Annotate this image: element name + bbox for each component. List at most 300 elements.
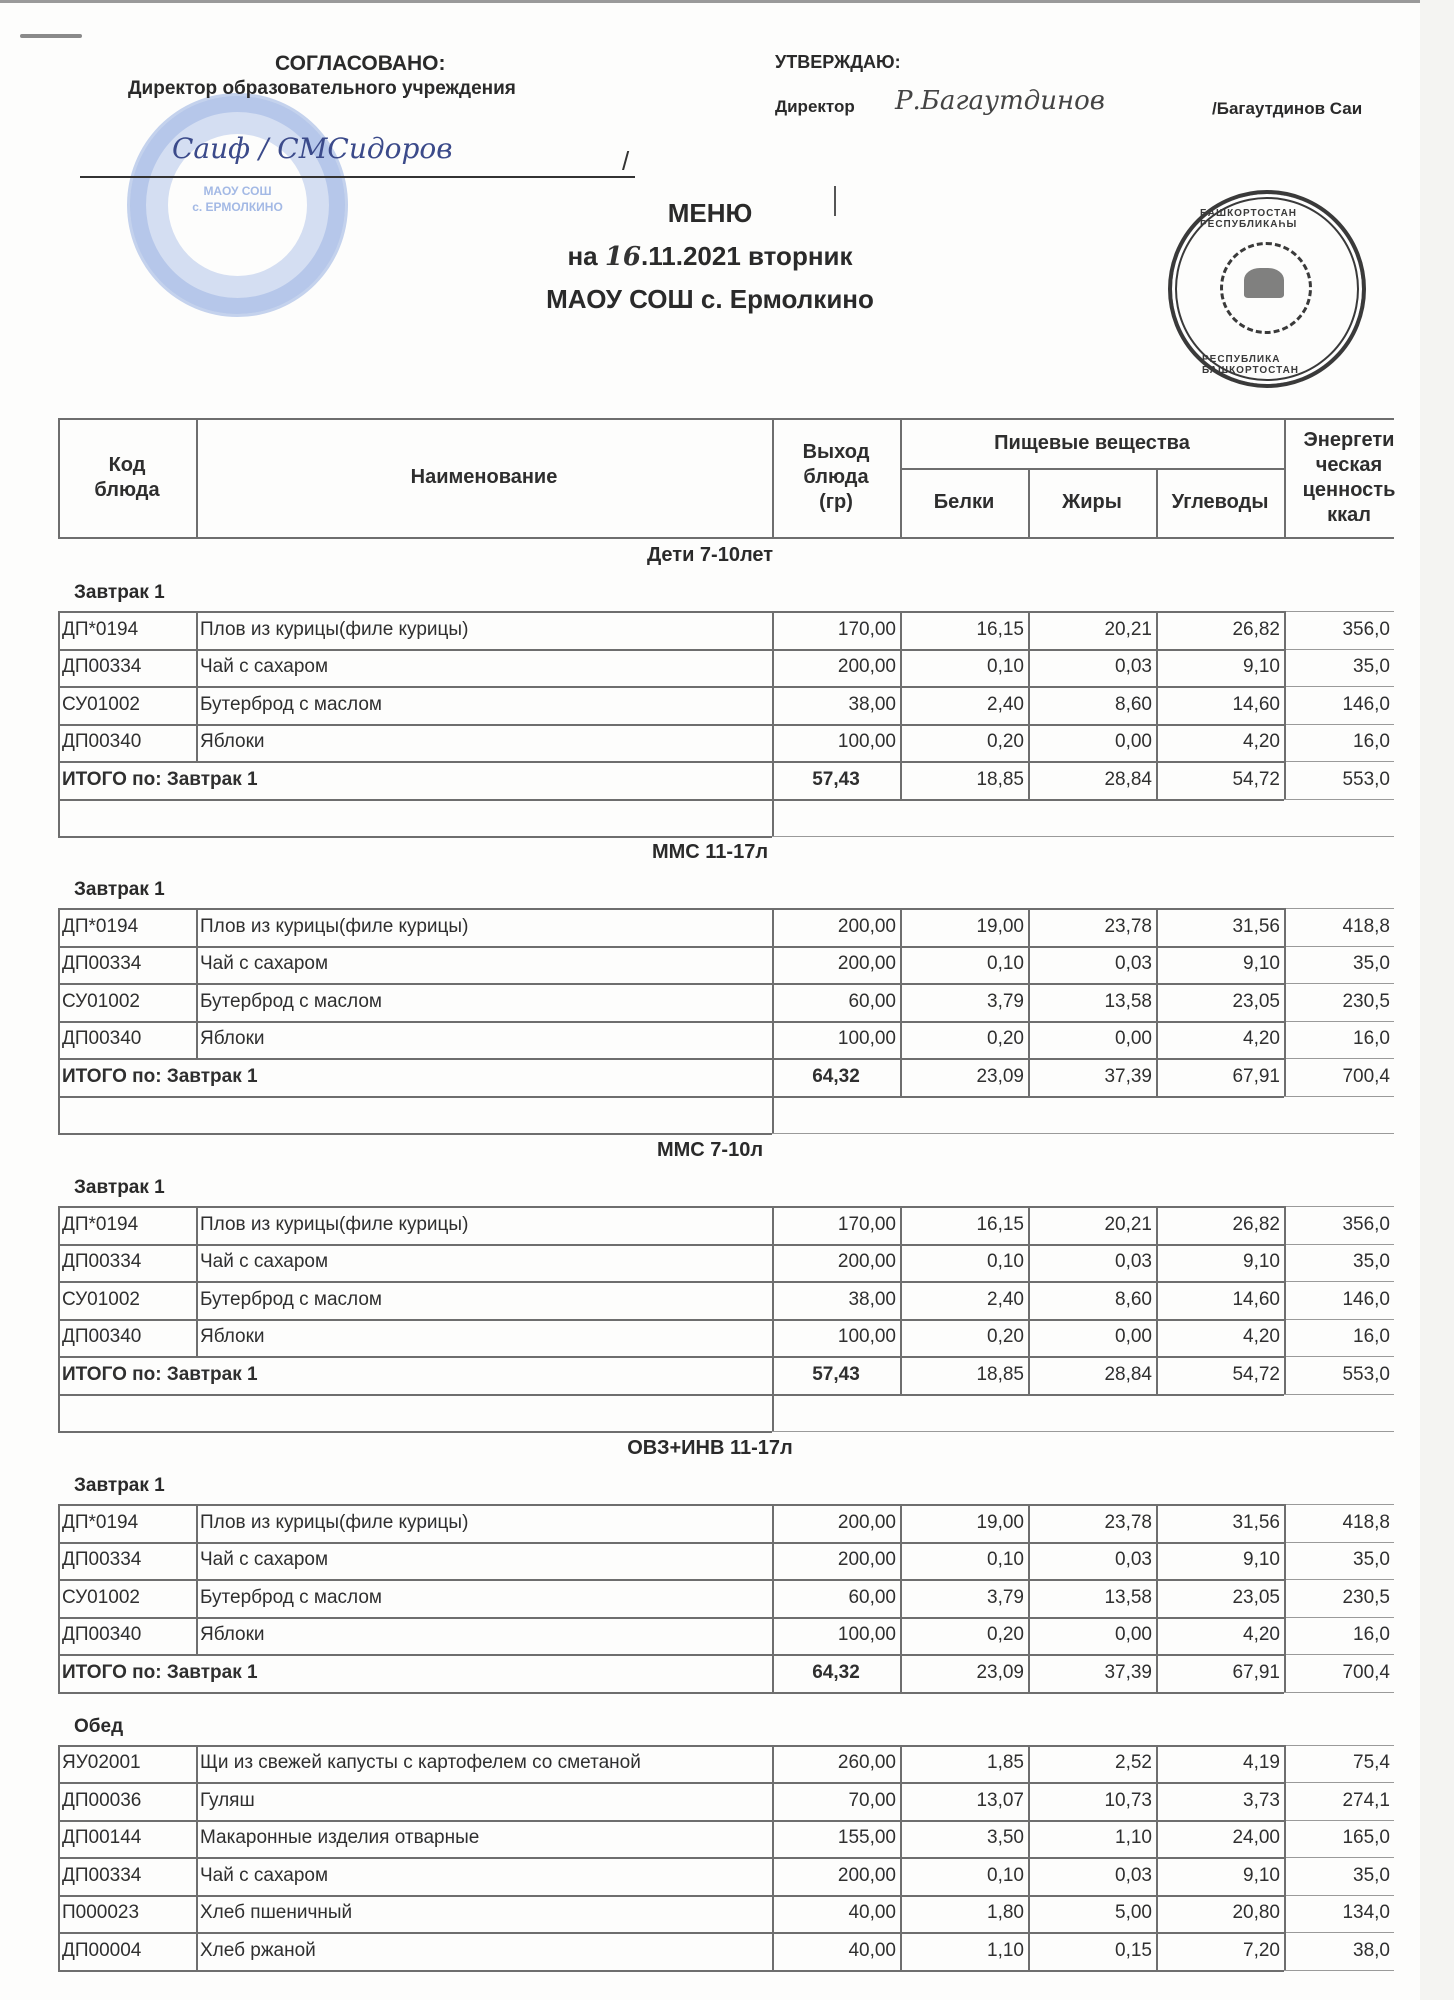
table-border bbox=[772, 836, 1394, 837]
table-border bbox=[1284, 1745, 1394, 1746]
total-proteins: 18,85 bbox=[976, 1363, 1024, 1385]
total-yield: 64,32 bbox=[812, 1065, 860, 1087]
table-border bbox=[1284, 908, 1286, 1096]
table-border bbox=[58, 1021, 1284, 1023]
dish-yield: 200,00 bbox=[837, 656, 896, 678]
dish-fats: 1,10 bbox=[1115, 1827, 1152, 1849]
table-border bbox=[58, 724, 1284, 726]
dish-yield: 100,00 bbox=[837, 1624, 896, 1646]
dish-code: ДП00340 bbox=[62, 731, 142, 753]
header-yield-line: (гр) bbox=[819, 491, 853, 513]
dish-code: ДП00036 bbox=[62, 1789, 142, 1811]
dish-fats: 23,78 bbox=[1104, 915, 1152, 937]
header-fats bbox=[1028, 468, 1156, 537]
dish-proteins: 0,20 bbox=[987, 1028, 1024, 1050]
dish-yield: 200,00 bbox=[837, 915, 896, 937]
dish-carbs: 4,19 bbox=[1243, 1752, 1280, 1774]
dish-code: СУ01002 bbox=[62, 693, 140, 715]
dish-yield: 200,00 bbox=[837, 1549, 896, 1571]
date-suffix: .11.2021 вторник bbox=[641, 241, 853, 271]
dish-yield: 70,00 bbox=[848, 1789, 896, 1811]
dish-code: ДП00334 bbox=[62, 656, 142, 678]
dish-yield: 200,00 bbox=[837, 1511, 896, 1533]
table-border bbox=[1284, 1654, 1394, 1655]
dish-carbs: 26,82 bbox=[1232, 1213, 1280, 1235]
total-energy: 553,0 bbox=[1342, 1363, 1390, 1385]
total-energy: 700,4 bbox=[1342, 1661, 1390, 1683]
dish-carbs: 23,05 bbox=[1232, 990, 1280, 1012]
dish-fats: 2,52 bbox=[1115, 1752, 1152, 1774]
table-border bbox=[772, 1133, 1394, 1134]
dish-fats: 8,60 bbox=[1115, 1288, 1152, 1310]
dish-energy: 16,0 bbox=[1353, 731, 1390, 753]
table-border bbox=[58, 1394, 1284, 1396]
table-border bbox=[58, 1394, 60, 1432]
dish-carbs: 9,10 bbox=[1243, 1251, 1280, 1273]
dish-code: СУ01002 bbox=[62, 1586, 140, 1608]
total-fats: 37,39 bbox=[1104, 1661, 1152, 1683]
table-border bbox=[58, 418, 60, 537]
date-prefix: на bbox=[567, 241, 605, 271]
table-border bbox=[58, 1096, 1284, 1098]
dish-code: ДП00340 bbox=[62, 1624, 142, 1646]
table-border bbox=[1028, 908, 1030, 1096]
dish-code: ДП*0194 bbox=[62, 915, 139, 937]
header-name bbox=[196, 418, 772, 537]
total-carbs: 67,91 bbox=[1232, 1661, 1280, 1683]
table-border bbox=[772, 1745, 774, 1970]
dish-energy: 418,8 bbox=[1342, 915, 1390, 937]
dish-carbs: 9,10 bbox=[1243, 656, 1280, 678]
dish-proteins: 1,80 bbox=[987, 1902, 1024, 1924]
group-title: ОВЗ+ИНВ 11-17л bbox=[627, 1437, 793, 1459]
header-carbs-line: Углеводы bbox=[1171, 491, 1269, 513]
table-border bbox=[772, 1394, 774, 1432]
table-border bbox=[900, 1504, 902, 1692]
table-border bbox=[772, 1096, 774, 1134]
dish-fats: 5,00 bbox=[1115, 1902, 1152, 1924]
dish-name: Гуляш bbox=[200, 1789, 255, 1811]
dish-energy: 35,0 bbox=[1353, 1549, 1390, 1571]
header-code-line: блюда bbox=[94, 478, 160, 501]
table-border bbox=[58, 1579, 1284, 1581]
stamp-text: МАОУ СОШ bbox=[203, 184, 272, 198]
director-signature: Р.Багаутдинов bbox=[895, 86, 1105, 116]
meal-title: Завтрак 1 bbox=[74, 1177, 165, 1198]
dish-code: ДП00334 bbox=[62, 1251, 142, 1273]
table-border bbox=[58, 1895, 1284, 1897]
dish-name: Бутерброд с маслом bbox=[200, 693, 382, 715]
dish-name: Яблоки bbox=[200, 731, 265, 753]
table-border bbox=[772, 799, 774, 837]
table-border bbox=[58, 1932, 1284, 1934]
table-border bbox=[1284, 1021, 1394, 1022]
dish-energy: 35,0 bbox=[1353, 1864, 1390, 1886]
table-border bbox=[58, 799, 60, 837]
table-border bbox=[1284, 1692, 1394, 1693]
table-border bbox=[772, 1206, 774, 1394]
dish-fats: 20,21 bbox=[1104, 618, 1152, 640]
dish-fats: 20,21 bbox=[1104, 1213, 1152, 1235]
dish-energy: 134,0 bbox=[1342, 1902, 1390, 1924]
confirm-role: Директор bbox=[775, 97, 855, 116]
dish-yield: 155,00 bbox=[837, 1827, 896, 1849]
table-border bbox=[1028, 1206, 1030, 1394]
table-border bbox=[1284, 1319, 1394, 1320]
header-energy bbox=[1284, 418, 1414, 537]
dish-yield: 60,00 bbox=[848, 1586, 896, 1608]
dish-name: Бутерброд с маслом bbox=[200, 1288, 382, 1310]
total-yield: 57,43 bbox=[812, 1363, 860, 1385]
table-border bbox=[1284, 1206, 1286, 1394]
table-border bbox=[1028, 1745, 1030, 1970]
table-border bbox=[1284, 1857, 1394, 1858]
dish-carbs: 20,80 bbox=[1232, 1902, 1280, 1924]
table-border bbox=[1284, 1281, 1394, 1282]
header-energy-line: ценность bbox=[1302, 478, 1396, 501]
dish-name: Плов из курицы(филе курицы) bbox=[200, 618, 469, 640]
dish-fats: 0,15 bbox=[1115, 1939, 1152, 1961]
dish-yield: 200,00 bbox=[837, 1251, 896, 1273]
table-border bbox=[1028, 611, 1030, 799]
dish-energy: 16,0 bbox=[1353, 1624, 1390, 1646]
dish-fats: 13,58 bbox=[1104, 990, 1152, 1012]
table-border bbox=[772, 611, 774, 799]
dish-carbs: 7,20 bbox=[1243, 1939, 1280, 1961]
header-energy-line: Энергети bbox=[1303, 428, 1395, 451]
total-label: ИТОГО по: Завтрак 1 bbox=[62, 768, 258, 790]
table-border bbox=[1284, 649, 1394, 650]
dish-yield: 100,00 bbox=[837, 731, 896, 753]
table-border bbox=[58, 1356, 1284, 1358]
dish-energy: 16,0 bbox=[1353, 1326, 1390, 1348]
dish-fats: 0,03 bbox=[1115, 1864, 1152, 1886]
table-border bbox=[58, 1745, 60, 1970]
menu-title: МЕНЮ bbox=[667, 198, 753, 228]
table-border bbox=[58, 908, 1284, 910]
dish-carbs: 3,73 bbox=[1243, 1789, 1280, 1811]
table-border bbox=[1284, 1895, 1394, 1896]
table-border bbox=[1156, 1504, 1158, 1692]
table-border bbox=[1284, 761, 1394, 762]
dish-energy: 35,0 bbox=[1353, 1251, 1390, 1273]
dish-energy: 230,5 bbox=[1342, 990, 1390, 1012]
dish-carbs: 26,82 bbox=[1232, 618, 1280, 640]
dish-code: СУ01002 bbox=[62, 1288, 140, 1310]
dish-proteins: 0,10 bbox=[987, 656, 1024, 678]
dish-name: Плов из курицы(филе курицы) bbox=[200, 915, 469, 937]
dish-yield: 38,00 bbox=[848, 1288, 896, 1310]
scan-top-edge bbox=[0, 0, 1420, 3]
table-border bbox=[772, 908, 774, 1096]
dish-yield: 100,00 bbox=[837, 1326, 896, 1348]
dish-proteins: 16,15 bbox=[976, 1213, 1024, 1235]
table-border bbox=[58, 1857, 1284, 1859]
dish-code: ДП*0194 bbox=[62, 1511, 139, 1533]
dish-name: Чай с сахаром bbox=[200, 953, 329, 975]
table-border bbox=[58, 1058, 1284, 1060]
total-label: ИТОГО по: Завтрак 1 bbox=[62, 1363, 258, 1385]
table-border bbox=[772, 1504, 774, 1692]
table-border bbox=[1284, 611, 1286, 799]
table-border bbox=[1284, 686, 1394, 687]
meal-title: Завтрак 1 bbox=[74, 1475, 165, 1496]
dish-name: Бутерброд с маслом bbox=[200, 990, 382, 1012]
dish-carbs: 9,10 bbox=[1243, 1549, 1280, 1571]
dish-proteins: 0,20 bbox=[987, 1624, 1024, 1646]
dish-code: П000023 bbox=[62, 1902, 140, 1924]
table-border bbox=[58, 908, 60, 1096]
table-border bbox=[1284, 1970, 1394, 1971]
table-border bbox=[1028, 1504, 1030, 1692]
signature-line bbox=[80, 176, 635, 178]
table-border bbox=[58, 1970, 1284, 1972]
dish-fats: 0,00 bbox=[1115, 731, 1152, 753]
total-fats: 37,39 bbox=[1104, 1065, 1152, 1087]
dish-carbs: 4,20 bbox=[1243, 731, 1280, 753]
table-border bbox=[1156, 611, 1158, 799]
dish-code: ЯУ02001 bbox=[62, 1752, 141, 1774]
table-border bbox=[1284, 799, 1394, 800]
dish-proteins: 0,10 bbox=[987, 1251, 1024, 1273]
confirm-title: УТВЕРЖДАЮ: bbox=[775, 52, 901, 72]
dish-name: Бутерброд с маслом bbox=[200, 1586, 382, 1608]
table-border bbox=[1284, 1394, 1394, 1395]
dish-carbs: 23,05 bbox=[1232, 1586, 1280, 1608]
dish-carbs: 24,00 bbox=[1232, 1827, 1280, 1849]
approved-title: СОГЛАСОВАНО: bbox=[275, 52, 446, 75]
dish-proteins: 1,10 bbox=[987, 1939, 1024, 1961]
table-border bbox=[900, 1745, 902, 1970]
dish-carbs: 31,56 bbox=[1232, 1511, 1280, 1533]
table-border bbox=[196, 908, 198, 1058]
table-border bbox=[1156, 1206, 1158, 1394]
empty-row bbox=[58, 1394, 1394, 1432]
stamp-text: с. ЕРМОЛКИНО bbox=[192, 200, 283, 214]
dish-yield: 60,00 bbox=[848, 990, 896, 1012]
dish-carbs: 14,60 bbox=[1232, 693, 1280, 715]
table-border bbox=[58, 1244, 1284, 1246]
total-carbs: 54,72 bbox=[1232, 768, 1280, 790]
header-nutrients-line: Пищевые вещества bbox=[994, 431, 1190, 454]
dish-code: ДП00340 bbox=[62, 1028, 142, 1050]
dish-name: Яблоки bbox=[200, 1326, 265, 1348]
table-border bbox=[58, 1692, 1284, 1694]
table-border bbox=[58, 1654, 1284, 1656]
dish-carbs: 31,56 bbox=[1232, 915, 1280, 937]
table-border bbox=[58, 1782, 1284, 1784]
dish-name: Хлеб ржаной bbox=[200, 1939, 316, 1961]
dish-code: ДП00004 bbox=[62, 1939, 142, 1961]
table-border bbox=[1284, 611, 1394, 612]
dish-code: ДП00334 bbox=[62, 953, 142, 975]
dish-carbs: 9,10 bbox=[1243, 1864, 1280, 1886]
dish-carbs: 4,20 bbox=[1243, 1028, 1280, 1050]
dish-proteins: 0,10 bbox=[987, 953, 1024, 975]
table-border bbox=[58, 1745, 1284, 1747]
total-proteins: 18,85 bbox=[976, 768, 1024, 790]
dish-yield: 170,00 bbox=[837, 618, 896, 640]
dish-proteins: 0,10 bbox=[987, 1549, 1024, 1571]
table-border bbox=[900, 908, 902, 1096]
table-border bbox=[1284, 1542, 1394, 1543]
header-fats-line: Жиры bbox=[1062, 491, 1122, 513]
approved-subtitle: Директор образовательного учреждения bbox=[128, 78, 516, 99]
table-border bbox=[58, 1504, 60, 1692]
header-yield bbox=[772, 418, 900, 537]
dish-energy: 165,0 bbox=[1342, 1827, 1390, 1849]
dish-fats: 8,60 bbox=[1115, 693, 1152, 715]
table-border bbox=[1284, 1058, 1394, 1059]
dish-energy: 38,0 bbox=[1353, 1939, 1390, 1961]
dish-fats: 0,00 bbox=[1115, 1326, 1152, 1348]
table-border bbox=[900, 611, 902, 799]
dish-yield: 260,00 bbox=[837, 1752, 896, 1774]
dish-proteins: 19,00 bbox=[976, 1511, 1024, 1533]
table-border bbox=[58, 1617, 1284, 1619]
date-day: 16 bbox=[604, 242, 642, 272]
dish-code: ДП00334 bbox=[62, 1549, 142, 1571]
table-border bbox=[196, 1745, 198, 1970]
table-border bbox=[58, 983, 1284, 985]
table-border bbox=[58, 1281, 1284, 1283]
table-border bbox=[1156, 468, 1158, 537]
dish-fats: 0,03 bbox=[1115, 953, 1152, 975]
header-energy-line: ческая bbox=[1315, 453, 1383, 476]
table-border bbox=[196, 418, 198, 537]
table-border bbox=[58, 611, 60, 799]
dish-name: Чай с сахаром bbox=[200, 1864, 329, 1886]
header-code bbox=[58, 418, 196, 537]
table-border bbox=[58, 1096, 60, 1134]
dish-yield: 200,00 bbox=[837, 1864, 896, 1886]
table-border bbox=[58, 1133, 772, 1135]
table-border bbox=[196, 611, 198, 761]
table-border bbox=[1284, 1782, 1394, 1783]
dish-energy: 230,5 bbox=[1342, 1586, 1390, 1608]
group-title: ММС 7-10л bbox=[656, 1139, 764, 1161]
school-name: МАОУ СОШ с. Ермолкино bbox=[546, 284, 874, 314]
total-label: ИТОГО по: Завтрак 1 bbox=[62, 1065, 258, 1087]
table-border bbox=[196, 1206, 198, 1356]
empty-row bbox=[58, 799, 1394, 837]
dish-energy: 356,0 bbox=[1342, 618, 1390, 640]
table-border bbox=[1284, 1504, 1394, 1505]
header-code-line: Код bbox=[108, 453, 146, 476]
dish-yield: 38,00 bbox=[848, 693, 896, 715]
total-carbs: 67,91 bbox=[1232, 1065, 1280, 1087]
dish-energy: 75,4 bbox=[1353, 1752, 1390, 1774]
table-border bbox=[58, 1820, 1284, 1822]
table-border bbox=[58, 1542, 1284, 1544]
meal-title: Завтрак 1 bbox=[74, 879, 165, 900]
dish-code: ДП*0194 bbox=[62, 1213, 139, 1235]
table-border bbox=[58, 761, 1284, 763]
dish-fats: 10,73 bbox=[1104, 1789, 1152, 1811]
dish-code: ДП*0194 bbox=[62, 618, 139, 640]
table-border bbox=[58, 946, 1284, 948]
signature-slash: / bbox=[622, 146, 630, 176]
dish-proteins: 13,07 bbox=[976, 1789, 1024, 1811]
dish-carbs: 9,10 bbox=[1243, 953, 1280, 975]
total-carbs: 54,72 bbox=[1232, 1363, 1280, 1385]
table-border bbox=[58, 537, 1394, 539]
group-title: ММС 11-17л bbox=[651, 841, 769, 863]
total-proteins: 23,09 bbox=[976, 1065, 1024, 1087]
approved-signature: Саиф / СМСидоров bbox=[172, 132, 453, 165]
dish-name: Чай с сахаром bbox=[200, 1251, 329, 1273]
table-border bbox=[58, 1504, 1284, 1506]
dish-name: Плов из курицы(филе курицы) bbox=[200, 1511, 469, 1533]
table-border bbox=[58, 649, 1284, 651]
table-border bbox=[1284, 1356, 1394, 1357]
dish-proteins: 2,40 bbox=[987, 693, 1024, 715]
table-border bbox=[1284, 908, 1394, 909]
dish-proteins: 3,79 bbox=[987, 990, 1024, 1012]
table-border bbox=[772, 418, 774, 537]
header-nutrients bbox=[900, 418, 1284, 468]
dish-name: Яблоки bbox=[200, 1624, 265, 1646]
total-yield: 64,32 bbox=[812, 1661, 860, 1683]
total-fats: 28,84 bbox=[1104, 768, 1152, 790]
table-border bbox=[1284, 1579, 1394, 1580]
dish-carbs: 14,60 bbox=[1232, 1288, 1280, 1310]
dish-yield: 200,00 bbox=[837, 953, 896, 975]
dish-carbs: 4,20 bbox=[1243, 1326, 1280, 1348]
dish-yield: 170,00 bbox=[837, 1213, 896, 1235]
table-border bbox=[1028, 468, 1030, 537]
dish-name: Плов из курицы(филе курицы) bbox=[200, 1213, 469, 1235]
dish-name: Хлеб пшеничный bbox=[200, 1902, 353, 1924]
dish-fats: 0,00 bbox=[1115, 1028, 1152, 1050]
table-border bbox=[1284, 1617, 1394, 1618]
scan-mark bbox=[20, 34, 82, 38]
total-energy: 700,4 bbox=[1342, 1065, 1390, 1087]
dish-energy: 35,0 bbox=[1353, 953, 1390, 975]
dish-proteins: 0,10 bbox=[987, 1864, 1024, 1886]
table-border bbox=[1284, 1096, 1394, 1097]
header-proteins-line: Белки bbox=[933, 491, 995, 513]
dish-energy: 274,1 bbox=[1342, 1789, 1390, 1811]
total-proteins: 23,09 bbox=[976, 1661, 1024, 1683]
dish-energy: 16,0 bbox=[1353, 1028, 1390, 1050]
meal-title: Обед bbox=[74, 1715, 124, 1737]
dish-proteins: 0,20 bbox=[987, 1326, 1024, 1348]
table-border bbox=[1284, 1932, 1394, 1933]
dish-fats: 0,03 bbox=[1115, 1251, 1152, 1273]
dish-code: ДП00144 bbox=[62, 1827, 142, 1849]
total-label: ИТОГО по: Завтрак 1 bbox=[62, 1661, 258, 1683]
dish-yield: 100,00 bbox=[837, 1028, 896, 1050]
header-proteins bbox=[900, 468, 1028, 537]
header-energy-line: ккал bbox=[1327, 503, 1371, 526]
dish-code: ДП00340 bbox=[62, 1326, 142, 1348]
dish-fats: 0,03 bbox=[1115, 656, 1152, 678]
dish-proteins: 1,85 bbox=[987, 1752, 1024, 1774]
stamp-text: БАШКОРТОСТАН РЕСПУБЛИКАҺЫ bbox=[1200, 208, 1298, 230]
table-border bbox=[1284, 1244, 1394, 1245]
dish-code: ДП00334 bbox=[62, 1864, 142, 1886]
table-border bbox=[1156, 908, 1158, 1096]
dish-energy: 356,0 bbox=[1342, 1213, 1390, 1235]
header-carbs bbox=[1156, 468, 1284, 537]
table-border bbox=[1284, 724, 1394, 725]
table-border bbox=[1284, 1504, 1286, 1692]
menu-date bbox=[0, 241, 1420, 272]
dish-fats: 0,00 bbox=[1115, 1624, 1152, 1646]
dish-name: Яблоки bbox=[200, 1028, 265, 1050]
dish-name: Чай с сахаром bbox=[200, 656, 329, 678]
